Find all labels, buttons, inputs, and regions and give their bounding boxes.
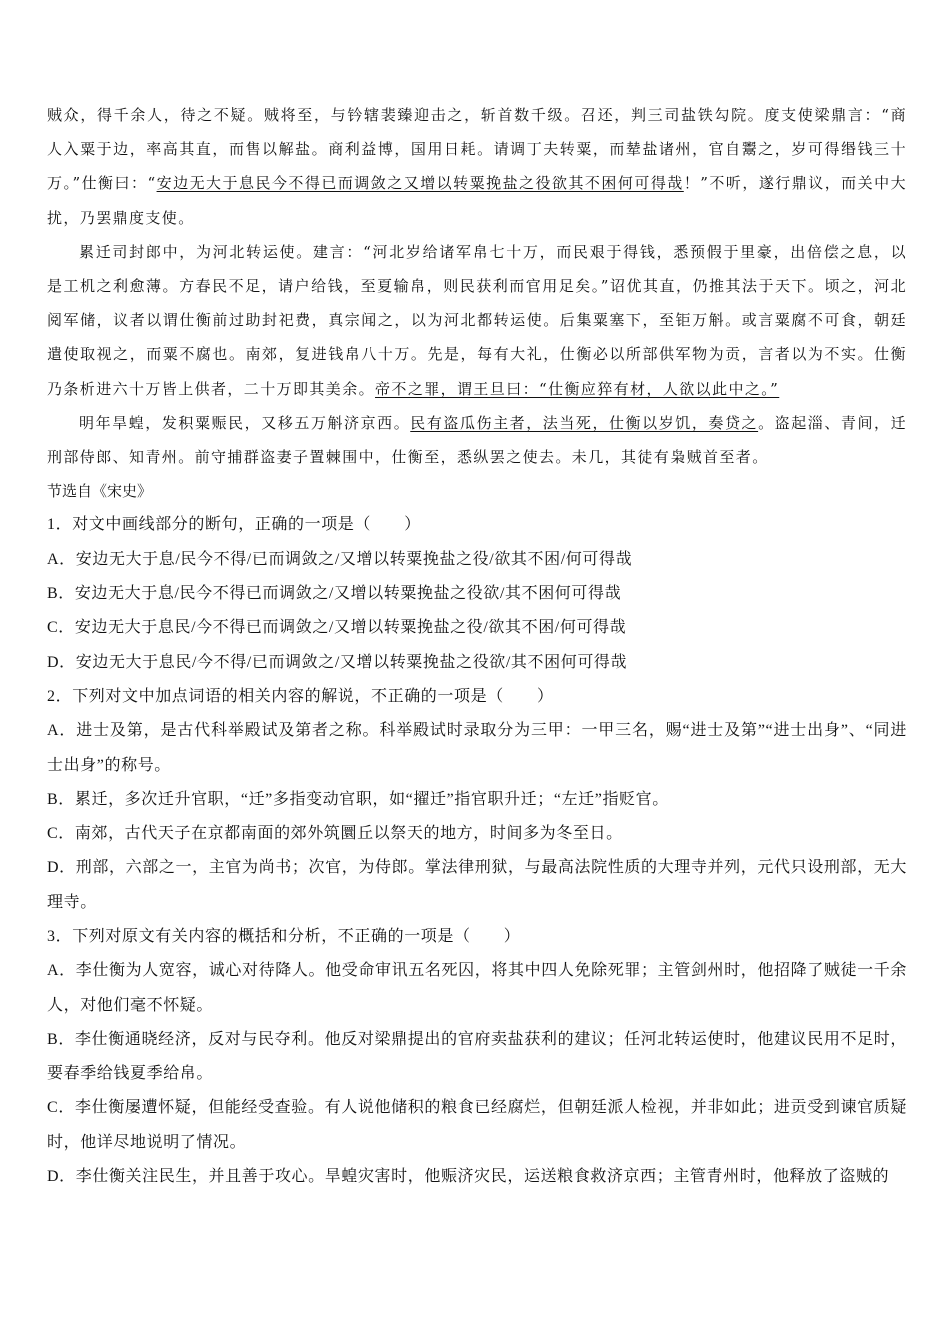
option-a: A．进士及第，是古代科举殿试及第者之称。科举殿试时录取分为三甲：一甲三名，赐“进士及第”“进士出身”、“同进士出身”的称号。: [47, 722, 907, 774]
source-note: 节选自《宋史》: [47, 482, 153, 501]
underlined-passage: 帝不之罪，谓王旦曰：“仕衡应猝有材，人欲以此中之。”: [375, 379, 780, 398]
option-c: C．李仕衡屡遭怀疑，但能经受查验。有人说他储积的粮食已经腐烂，但朝廷派人检视，并非如此；进贡受到谏官质疑时，他详尽地说明了情况。: [47, 1099, 907, 1151]
option-b: B．累迁，多次迁升官职，“迁”多指变动官职，如“擢迁”指官职升迁；“左迁”指贬官。: [47, 790, 669, 808]
question-stem: 1．对文中画线部分的断句，正确的一项是（ ）: [47, 516, 421, 534]
option-c: C．安边无大于息民/今不得已而调敛之/又增以转粟挽盐之役/欲其不困/何可得哉: [47, 619, 627, 637]
option-a: A．李仕衡为人宽容，诚心对待降人。他受命审讯五名死囚，将其中四人免除死罪；主管剑州时，他招降了贼徒一千余人，对他们毫不怀疑。: [47, 962, 907, 1014]
passage-paragraph-1: [47, 98, 907, 235]
question-stem: 3．下列对原文有关内容的概括和分析，不正确的一项是（ ）: [47, 928, 521, 945]
option-d: D．李仕衡关注民生，并且善于攻心。旱蝗灾害时，他赈济灾民，运送粮食救济京西；主管青州时，他释放了盗贼的: [47, 1168, 890, 1186]
passage-paragraph-2: [47, 235, 907, 406]
question-stem: 2．下列对文中加点词语的相关内容的解说，不正确的一项是（ ）: [47, 687, 554, 705]
option-b: B．安边无大于息/民今不得已而调敛之/又增以转粟挽盐之役欲/其不困何可得哉: [47, 585, 622, 603]
question-1: [47, 508, 907, 679]
underlined-passage: 民有盗瓜伤主者，法当死，仕衡以岁饥，奏贷之: [410, 413, 759, 432]
document-page: [47, 98, 907, 1194]
option-b: B．李仕衡通晓经济，反对与民夺利。他反对梁鼎提出的官府卖盐获利的建议；任河北转运使时，他建议民用不足时，要春季给钱夏季给帛。: [47, 1030, 907, 1083]
option-d: D．安边无大于息民/今不得/已而调敛之/又增以转粟挽盐之役欲/其不困何可得哉: [47, 653, 628, 671]
passage-text: 。盗起淄、青间，迁刑部侍郎、知青州。前守捕群盗妻子置棘围中，仕衡至，悉纵罢之使去。未几，其徒有枭贼首至者。: [47, 413, 907, 467]
underlined-passage: 安边无大于息民今不得已而调敛之又增以转粟挽盐之役欲其不困何可得哉: [156, 174, 684, 193]
option-d: D．刑部，六部之一，主官为尚书；次官，为侍郎。掌法律刑狱，与最高法院性质的大理寺并列，元代只设刑部，无大理寺。: [47, 859, 907, 911]
passage-text: 累迁司封郎中，为河北转运使。建言：“河北岁给诸军帛七十万，而民艰于得钱，悉预假于里豪，出倍偿之息，以是工机之利愈薄。方春民不足，请户给钱，至夏输帛，则民获利而官用足矣。”诏优其直，仍推其法于天下。顷之，河北阅军储，议者以谓仕衡前过助封祀费，真宗闻之，以为河北都转运使。后集粟塞下，至钜万斛。或言粟腐不可食，朝廷遣使取视之，而粟不腐也。南郊，复进钱帛八十万。先是，每有大礼，仕衡必以所部供军物为贡，言者以为不实。仕衡乃条析进六十万皆上供者，二十万即其美余。: [47, 242, 907, 398]
passage-paragraph-3: [47, 406, 907, 474]
question-3: [47, 920, 907, 1194]
option-c: C．南郊，古代天子在京都南面的郊外筑圜丘以祭天的地方，时间多为冬至日。: [47, 825, 623, 843]
passage-text: ！”不听，遂行鼎议，而关中大扰，乃罢鼎度支使。: [47, 174, 907, 227]
question-2: [47, 680, 907, 920]
passage-text: 明年旱蝗，发积粟赈民，又移五万斛济京西。: [79, 413, 411, 432]
passage-text: 贼众，得千余人，待之不疑。贼将至，与钤辖裴臻迎击之，斩首数千级。召还，判三司盐铁勾院。度支使梁鼎言：“商人入粟于边，率高其直，而售以解盐。商利益博，国用日耗。请调丁夫转粟，而辇盐诸州，官自鬻之，岁可得缗钱三十万。”仕衡曰：“: [47, 106, 907, 193]
option-a: A．安边无大于息/民今不得/已而调敛之/又增以转粟挽盐之役/欲其不困/何可得哉: [47, 550, 633, 568]
